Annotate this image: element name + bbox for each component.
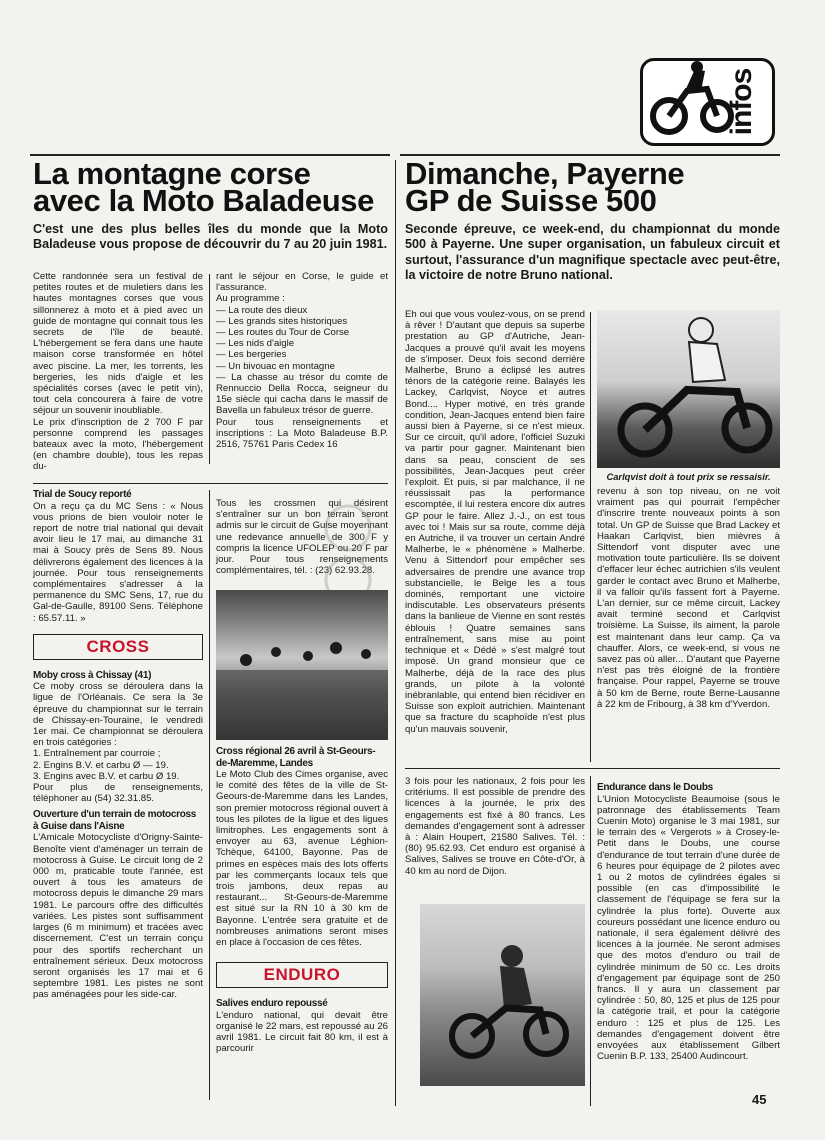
col-divider — [209, 274, 210, 464]
categories-list — [33, 748, 203, 782]
article-title-line2: avec la Moto Baladeuse — [33, 183, 374, 218]
cross-banner: CROSS — [33, 634, 203, 660]
news-title-doubs: Endurance dans le Doubs — [597, 782, 713, 793]
riders-illustration — [216, 590, 388, 740]
paragraph: Pour tous renseignements et inscriptions : La Moto Baladeuse B.P. 2516, 75761 Paris Cedex 16 — [216, 416, 388, 451]
article-title-line1: La montagne corse — [33, 156, 311, 191]
paragraph: Le prix d'inscription de 2 700 F par personne comprend les passages bateaux avec la moto, l'hébergement (en chambre double), tous les repas du- — [33, 416, 203, 473]
list-item: 2. Engins B.V. et carbu Ø — 19. — [33, 759, 169, 771]
paragraph: Cette randonnée sera un festival de petites routes et de muletiers dans les hautes montagnes corses que vous sillonnerez à moto et à pied avec un guide de montagne qui connait tous les secrets de l'île de beauté. L'hébergement se fera dans une haute maison corse transformée en hôtel avec piscine. La mer, les torrents, les bergeries, les nids d'aigle et les spécialités corses (avec le petit vin), tout cela concourera à faire de votre séjour un souvenir inoubliable. — [33, 271, 203, 417]
news-title-stgeours: Cross régional 26 avril à St-Geours-de-Maremme, Landes — [216, 746, 376, 769]
col-divider — [590, 776, 591, 1106]
paragraph: rant le séjour en Corse, le guide et l'assurance. — [216, 271, 388, 294]
list-item: — La chasse au trésor du comte de Rennuccio Della Rocca, seigneur du 15e siècle qui cacha dans le massif de Bavella un fabuleux trésor de guerre. — [216, 371, 388, 417]
news-title-salives: Salives enduro repoussé — [216, 998, 328, 1010]
article-title-line1: Dimanche, Payerne — [405, 156, 685, 191]
enduro-banner: ENDURO — [216, 962, 388, 988]
col-divider — [209, 490, 210, 1100]
photo-caption: Carlqvist doit à tout prix se ressaisir. — [606, 471, 771, 482]
salives-cont — [405, 776, 585, 877]
logo-text: infos — [725, 68, 758, 136]
list-item: 1. Entraînement par courroie ; — [33, 748, 161, 760]
news-title-guise: Ouverture d'un terrain de motocross à Guise dans l'Aisne — [33, 809, 197, 832]
col-divider — [590, 312, 591, 762]
article-montagne-col1 — [33, 271, 203, 473]
article-title-line2: GP de Suisse 500 — [405, 183, 657, 218]
infos-logo — [640, 58, 775, 146]
motorcycle-icon — [647, 61, 737, 145]
left-news-column — [33, 489, 203, 1001]
list-item: — Les nids d'aigle — [216, 338, 295, 350]
list-item: — La route des dieux — [216, 304, 308, 316]
paragraph: Le Moto Club des Cimes organise, avec le comité des fêtes de la ville de St-Geours-de-Maremme dans les Landes, son premier motocross régional ouvert à tous les pilotes de la ligue et des ligues limitrophes. Les engagements sont à envoyer au 63, avenue Léghion-Tchèque, 64100, Bayonne. Pas de primes en espèces mais des lots offerts par les commerçants locaux tels que trois jambons, deux repas au restaurant... St-Geours-de-Maremme est situé sur la RN 10 à 30 km de Bayonne. L'entrée sera gratuite et de nombreuses animations seront mises en place à l'occasion de ces fêtes. — [216, 769, 388, 949]
paragraph: L'enduro national, qui devait être organisé le 22 mars, est repoussé au 26 avril 1981. Le circuit fait 80 km, il est à parcourir — [216, 1009, 388, 1055]
cross-race-photo — [216, 590, 388, 740]
paragraph: L'Union Motocycliste Beaumoise (sous le patronnage des établissements Team Cuenin Moto) organise le 3 mai 1981, sur le terrain des « Vergerots » à Crosey-le-Petit dans le Doubs, une course d'endurance de tout terrain d'une durée de 6 heures pour équipage de 2 pilotes avec 1 ou 2 motos de cylindrées égales si possible (en cas d'impossibilité le classement de l'équipage se fera sur la cylindrée la plus forte). Ouverte aux coureurs possédant une licence enduro ou nationale, il sera également délivré des licences à la journée. Ne seront admises que des motos d'enduro ou trail de cylindrée minimum de 50 cc. Les droits d'engagement par équipage sont de 250 francs. Il y aura un classement par cylindrée : 50, 80, 125 et plus de 125 pour la catégorie trail, et pour la catégorie enduro : 125 et plus de 125. Les demandes d'engagement doivent être envoyées aux établissement Gilbert Cuenin B.P. 133, 25400 Audincourt. — [597, 793, 780, 1063]
article-montagne-corse — [33, 156, 388, 253]
news-title-soucy: Trial de Soucy reporté — [33, 489, 132, 500]
article-lead: C'est une des plus belles îles du monde que la Moto Baladeuse vous propose de découvrir du 7 au 20 juin 1981. — [33, 222, 388, 252]
list-item: 3. Engins avec B.V. et carbu Ø 19. — [33, 770, 180, 782]
enduro-rider-illustration — [420, 904, 585, 1086]
program-title: Au programme : — [216, 293, 285, 305]
section-rule — [33, 483, 388, 484]
paragraph: L'Amicale Motocycliste d'Origny-Sainte-Benoîte vient d'aménager un terrain de motocross à Guise. Le circuit long de 2 000 m, praticable toute l'année, est ouvert à tous les amateurs de motocross depuis le dimanche 29 mars 1981. Le parcours offre des difficultés variées. Les pistes sont suffisamment larges (6 m minimum) et tracées avec discernement. C'est un terrain conçu pour des sportifs recherchant un entraînement sérieux. Deux motocross seront organisés les 17 mai et 6 septembre 1981. Les pistes ne sont pas aménagées pour les side-car. — [33, 832, 203, 1001]
page-number: 45 — [752, 1092, 767, 1107]
paragraph: Eh oui que vous voulez-vous, on se prend à rêver ! D'autant que depuis sa superbe prestation au GP d'Autriche, Jean-Jacques a prouvé qu'il avait les moyens de s'imposer. Deux fois second derrière Malherbe, Bruno a éclipsé les autres ténors de la catégorie reine. Balayés les Lackey, Carlqvist, Noyce et autres Bond.... Hyper motivé, en très grande condition, Jean-Jacques entend bien faire aussi bien à Payerne, si ce n'est mieux. Sur ce circuit, qu'il adore, l'officiel Suzuki va partir pour gagner. Maintenant bien dans sa peau, conscient de ses possibilités, Jean-Jacques peut créer l'exploit. Et puis, si par malchance, il ne réussissait pas la performance escomptée, il lui restera encore dix autres GP pour le faire. Allez J.-J., on est tous avec toi ! Mais sur sa route, comme déjà en Autriche, il va trouver un certain André Malherbe, le « phénomène » Malherbe. Venu à Sittendorf pour empêcher ses adversaires de prendre une avance trop substancielle, le Belge les a tous dominés, remportant une victoire indiscutable. Les observateurs présents dans la banlieue de Vienne en sont restés éblouis ! Quatre semaines sans entraînement, sans mise au point technique et « Dédé » s'est malgré tout imposé. Un grand monsieur que ce Malherbe, déjà de la race des plus grands, un pilote à la volonté inébranlable, qui entend bien récidiver en Suisse son exploit autrichien. Maintenant que sa fracture du scaphoïde n'est plus qu'un mauvais souvenir, — [405, 309, 585, 735]
paragraph: revenu à son top niveau, on ne voit vraiment pas qui pourrait l'empêcher d'inscrire trente nouveaux points à son total. Un GP de Suisse que Brad Lackey et Haakan Carlqvist, bien mièvres à Sittendorf vont disputer avec une motivation toute particulière. Ils se doivent d'effacer leur échec autrichien s'ils veulent garder le contact avec Bruno et Malherbe, il va falloir qu'ils fassent fort à Payerne. L'an dernier, sur ce même circuit, Lackey avait terminé second et Carlqvist troisième. La Suisse, ils aiment, la parole est maintenant dans leur camp. Ça va chauffer. Alors, ce week-end, si vous ne savez pas où aller... D'autant que Payerne n'est pas très éloigné de la frontière française. Pour rappel, Payerne se trouve à 50 km de Berne, route Berne-Lausanne à 22 km de Fribourg, à 38 km d'Yverdon. — [597, 486, 780, 710]
list-item: — Un bivouac en montagne — [216, 360, 335, 372]
article-lead: Seconde épreuve, ce week-end, du championnat du monde 500 à Payerne. Une super organisation, un fabuleux circuit et surtout, l'assurance d'un magnifique spectacle avec peut-être, la victoire de notre Bruno national. — [405, 222, 780, 283]
section-rule — [405, 768, 780, 769]
paragraph: Tous les crossmen qui désirent s'entraîner sur un bon terrain seront admis sur le circuit de Guise moyennant une redevance annuelle de 300 F y compris la licence UFOLEP ou 20 F par jour. Pour tous renseignements complémentaires, tél. : (23) 62.93.28. — [216, 498, 388, 577]
list-item: — Les bergeries — [216, 349, 287, 361]
list-item: — Les grands sites historiques — [216, 315, 348, 327]
list-item: — Les routes du Tour de Corse — [216, 327, 350, 339]
rider-illustration — [597, 310, 780, 468]
paragraph: Ce moby cross se déroulera dans la ligue de l'Orléanais. Ce sera la 3e épreuve du championnat sur le terrain de Chissay-en-Touraine, le vendredi 1er mai. Ce championnat se déroulera en trois catégories : — [33, 681, 203, 749]
payerne-col1 — [405, 309, 585, 735]
article-payerne — [405, 156, 780, 284]
paragraph: Pour plus de renseignements, téléphoner au (54) 32.31.85. — [33, 782, 203, 805]
payerne-col2 — [597, 486, 780, 710]
paragraph: On a reçu ça du MC Sens : « Nous vous prions de bien vouloir noter le report de notre trial national qui devait avoir lieu le 17 mai, au dimanche 31 mai à Soucy près de Sens 89. Nous délivrerons également des licences à la journée. Pour tous renseignements complémentaires s'adresser à la permanence du SMC Sens, 17, rue du Gal-de-Gaulle, 89100 Sens. Téléphone : 65.57.11. » — [33, 500, 203, 624]
center-divider — [395, 160, 396, 1106]
middle-news-column-2 — [216, 746, 388, 1055]
carlqvist-photo — [597, 310, 780, 468]
news-title-chissay: Moby cross à Chissay (41) — [33, 669, 152, 681]
enduro-photo — [420, 904, 585, 1086]
paragraph: 3 fois pour les nationaux, 2 fois pour les critériums. Il est possible de prendre des licences à la journée, le prix des engagements est fixé à 80 francs. Les demandes d'engagement sont à adresser à : Alain Houpert, 21580 Salives. Tél. : (80) 95.62.93. Cet enduro est organisé à Salives, Salives se trouve en Côte-d'Or, à 40 km au nord de Dijon. — [405, 776, 585, 877]
program-list — [216, 305, 388, 417]
article-montagne-col2 — [216, 271, 388, 450]
doubs-column — [597, 782, 780, 1062]
